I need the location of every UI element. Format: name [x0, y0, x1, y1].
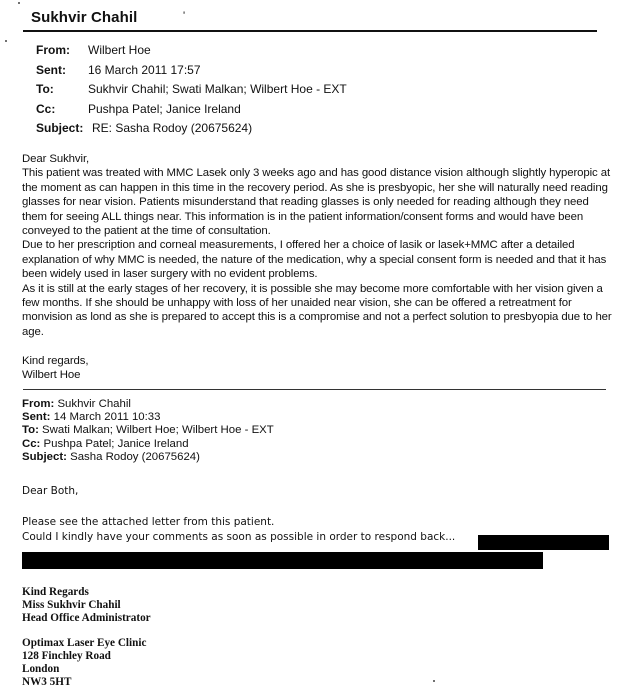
header-divider: [23, 30, 597, 32]
original-cc-row: [22, 438, 274, 451]
spacer: [22, 499, 612, 514]
subject-row: [36, 119, 347, 139]
sent-value: 16 March 2011 17:57: [88, 62, 201, 77]
reply-paragraph-1: This patient was treated with MMC Lasek only 3 weeks ago and has good distance vision although slightly hyperopic at the moment as can happen in this time in the recovery period. As she is presbyopic, her she will naturally need reading glasses for near vision. Patients misunderstand that reading glasses is only needed for reading although they need them for seeing ALL things near. This information is in the patient information/consent forms and would have been conveyed to the patient at the time of consultation.: [22, 167, 611, 238]
header-mark: ': [183, 10, 186, 22]
from-row: [36, 41, 347, 61]
original-to-value: Swati Malkan; Wilbert Hoe; Wilbert Hoe - EXT: [42, 424, 274, 437]
redaction-bar: [22, 552, 543, 569]
scan-speck: [433, 680, 435, 682]
original-title: Head Office Administrator: [22, 612, 151, 624]
to-row: [36, 80, 347, 100]
reply-closing: Kind regards,: [22, 354, 89, 367]
original-name: Miss Sukhvir Chahil: [22, 599, 121, 611]
reply-body: [22, 152, 612, 382]
original-subject-label: Subject:: [22, 450, 67, 463]
reply-paragraph-3: As it is still at the early stages of her recovery, it is possible she may become more comfortable with her vision given a few months. If she should be unhappy with loss of her unaided near vision, she can be offered a retreatment for monvision as lond as she is prepared to accept this is a compromise and not a perfect solution to presbyopia due to her age.: [22, 282, 612, 338]
cc-label: Cc:: [36, 101, 56, 116]
original-signature-block: [22, 586, 151, 689]
to-value: Sukhvir Chahil; Swati Malkan; Wilbert Hoe - EXT: [88, 82, 347, 96]
original-address-1: 128 Finchley Road: [22, 650, 111, 662]
redaction-bar: [478, 535, 609, 550]
subject-value: RE: Sasha Rodoy (20675624): [92, 121, 253, 135]
original-address-2: London: [22, 663, 60, 675]
reply-greeting: Dear Sukhvir,: [22, 153, 90, 165]
from-label: From:: [36, 43, 70, 57]
original-company: Optimax Laser Eye Clinic: [22, 637, 147, 649]
original-from-value: Sukhvir Chahil: [57, 398, 131, 410]
original-header-fields: [22, 398, 274, 464]
reply-signature: Wilbert Hoe: [22, 369, 81, 382]
sent-label: Sent:: [36, 62, 66, 77]
sent-row: [36, 61, 347, 81]
original-sent-row: [22, 411, 274, 424]
original-line-1: Please see the attached letter from this patient.: [22, 516, 275, 528]
original-sent-label: Sent:: [22, 411, 51, 424]
original-to-label: To:: [22, 424, 39, 437]
scan-speck: [5, 40, 7, 42]
from-value: Wilbert Hoe: [88, 43, 151, 57]
original-subject-row: [22, 451, 274, 464]
original-to-row: [22, 424, 274, 437]
original-from-row: [22, 398, 274, 411]
original-subject-value: Sasha Rodoy (20675624): [70, 450, 200, 463]
original-greeting: Dear Both,: [22, 485, 79, 497]
cc-value: Pushpa Patel; Janice Ireland: [88, 101, 241, 116]
original-cc-label: Cc:: [22, 437, 41, 450]
original-postcode: NW3 5HT: [22, 676, 72, 688]
original-sent-value: 14 March 2011 10:33: [53, 411, 161, 424]
scan-speck: [18, 2, 20, 4]
original-line-2: Could I kindly have your comments as soon as possible in order to respond back...: [22, 530, 456, 543]
to-label: To:: [36, 82, 54, 96]
message-divider: [23, 389, 606, 390]
original-closing: Kind Regards: [22, 586, 89, 598]
cc-row: [36, 100, 347, 120]
spacer: [22, 625, 151, 637]
reply-header-fields: [36, 41, 347, 139]
spacer: [22, 339, 612, 353]
subject-label: Subject:: [36, 121, 84, 135]
reply-paragraph-2: Due to her prescription and corneal measurements, I offered her a choice of lasik or lasek+MMC after a detailed explanation of why MMC is needed, the nature of the medication, why a special consent form is needed and that it has been widely used in laser surgery with no evident problems.: [22, 239, 607, 281]
original-cc-value: Pushpa Patel; Janice Ireland: [43, 437, 189, 450]
header-sender-name: Sukhvir Chahil: [31, 9, 138, 26]
original-from-label: From:: [22, 398, 55, 410]
